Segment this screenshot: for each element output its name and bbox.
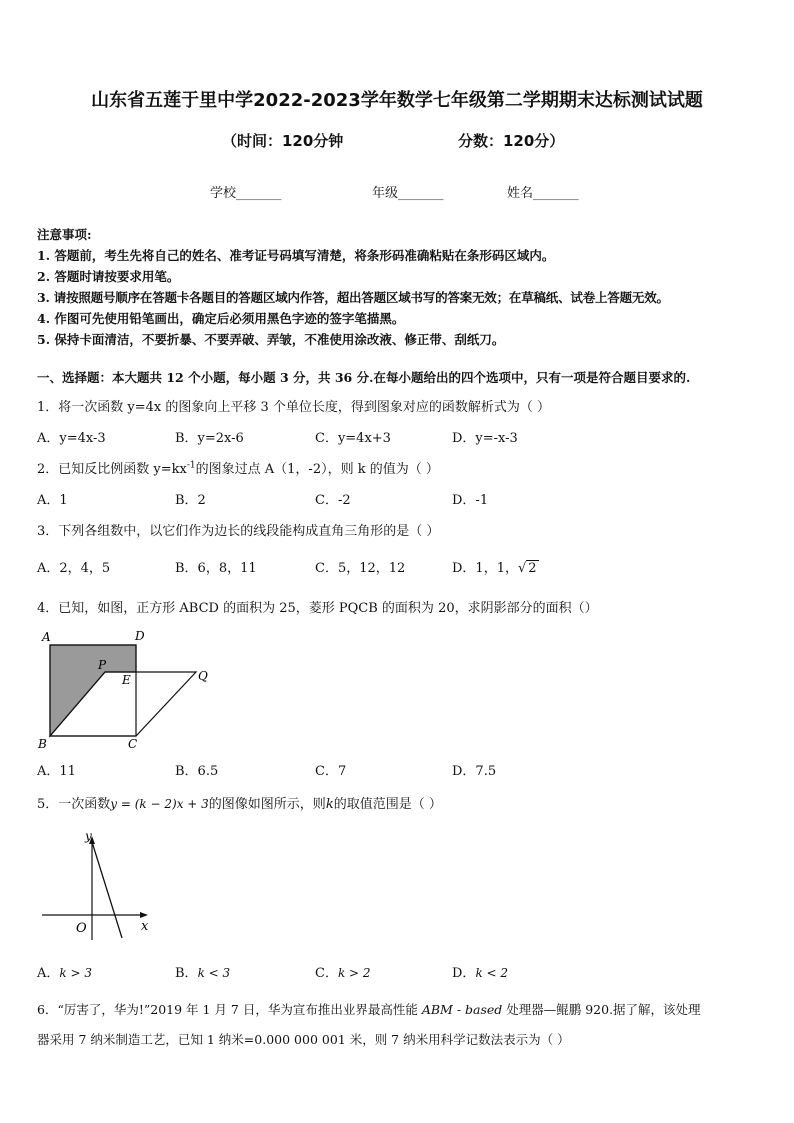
q5-stem-mid: 的图像如图所示，则 <box>208 797 326 812</box>
q3-option-d[interactable] <box>452 557 539 576</box>
q2-option-a[interactable]: A．1 <box>37 493 68 508</box>
q5-option-d-letter: D． <box>452 966 476 981</box>
label-p: P <box>98 658 107 672</box>
note-item: 4. 作图可先使用铅笔画出，确定后必须用黑色字迹的签字笔描黑。 <box>37 311 405 326</box>
axis-label-x: x <box>141 919 149 934</box>
label-e: E <box>122 673 131 687</box>
q1-option-d[interactable]: D．y=-x-3 <box>452 431 518 446</box>
question-6-line-2: 器采用 7 纳米制造工艺，已知 1 纳米=0.000 000 001 米，则 7 纳米用科学记数法表示为（ ） <box>37 1032 570 1047</box>
label-q: Q <box>198 669 208 683</box>
q5-option-a[interactable] <box>37 962 92 981</box>
q5-stem-end: 的取值范围是（ ） <box>333 797 442 812</box>
q5-k: k <box>325 797 334 812</box>
grade-field[interactable]: 年级_______ <box>372 186 444 201</box>
note-item: 1. 答题前，考生先将自己的姓名、准考证号码填写清楚，将条形码准确粘贴在条形码区域内。 <box>37 248 555 263</box>
question-4: 4．已知，如图，正方形 ABCD 的面积为 25，菱形 PQCB 的面积为 20，求阴影部分的面积（） <box>37 601 598 616</box>
q1-option-b[interactable]: B．y=2x-6 <box>175 431 244 446</box>
exam-score: 分数：120分） <box>458 132 565 150</box>
q5-option-c-letter: C． <box>315 966 338 981</box>
q4-option-c[interactable]: C．7 <box>315 764 347 779</box>
q5-option-b[interactable] <box>175 962 230 981</box>
q2-option-c[interactable]: C．-2 <box>315 493 351 508</box>
q1-option-a[interactable]: A．y=4x-3 <box>37 431 106 446</box>
q5-option-d[interactable] <box>452 962 508 981</box>
label-d: D <box>135 629 145 643</box>
q5-stem-start: 5．一次函数 <box>37 797 111 812</box>
q5-option-b-letter: B． <box>175 966 198 981</box>
x-axis-arrow-icon <box>140 912 148 918</box>
exam-time: （时间：120分钟 <box>222 132 344 150</box>
shaded-region <box>50 645 136 736</box>
question-6-line-1 <box>37 1000 701 1018</box>
notes-section <box>37 224 669 350</box>
label-c: C <box>128 737 138 751</box>
q3-option-b[interactable]: B．6，8，11 <box>175 561 257 576</box>
q5-option-c[interactable] <box>315 962 371 981</box>
axis-label-y: y <box>85 829 92 843</box>
question-5 <box>37 793 442 812</box>
q4-figure <box>34 626 224 752</box>
label-b: B <box>38 737 47 751</box>
q5-formula: y = (k − 2)x + 3 <box>110 797 209 811</box>
section-heading: 一、选择题：本大题共 12 个小题，每小题 3 分，共 36 分.在每小题给出的四个选项中，只有一项是符合题目要求的. <box>37 370 691 385</box>
question-2 <box>37 458 439 477</box>
q6-abm: ABM - based <box>421 1002 503 1017</box>
q5-option-a-expr: k > 3 <box>59 966 92 980</box>
label-a: A <box>42 630 51 644</box>
q3-option-a[interactable]: A．2，4，5 <box>37 561 111 576</box>
q2-option-b[interactable]: B．2 <box>175 493 206 508</box>
school-field[interactable]: 学校_______ <box>210 186 282 201</box>
note-item: 2. 答题时请按要求用笔。 <box>37 269 180 284</box>
origin-label: O <box>76 921 87 936</box>
question-3: 3．下列各组数中，以它们作为边长的线段能构成直角三角形的是（ ） <box>37 524 440 539</box>
q6-text-b: 处理器—鲲鹏 920.据了解，该处理 <box>502 1002 701 1017</box>
q5-option-c-expr: k > 2 <box>337 966 371 980</box>
question-1: 1．将一次函数 y=4x 的图象向上平移 3 个单位长度，得到图象对应的函数解析式为（ ） <box>37 400 551 415</box>
function-line <box>92 842 122 938</box>
exam-title: 山东省五莲于里中学2022-2023学年数学七年级第二学期期末达标测试试题 <box>91 90 703 111</box>
q3-option-c[interactable]: C．5，12，12 <box>315 561 406 576</box>
q2-option-d[interactable]: D．-1 <box>452 493 489 508</box>
q4-option-a[interactable]: A．11 <box>37 764 76 779</box>
note-item: 5. 保持卡面清洁，不要折暴、不要弄破、弄皱，不准使用涂改液、修正带、刮纸刀。 <box>37 332 505 347</box>
q6-text-a: 6．“厉害了，华为!”2019 年 1 月 7 日，华为宣布推出业界最高性能 <box>37 1002 422 1017</box>
q4-option-d[interactable]: D．7.5 <box>452 764 497 779</box>
q2-stem-end: 的图象过点 A（1，-2），则 k 的值为（ ） <box>195 462 439 477</box>
q5-figure <box>38 826 158 944</box>
q5-option-d-expr: k < 2 <box>475 966 509 980</box>
q1-option-c[interactable]: C．y=4x+3 <box>315 431 391 446</box>
q2-stem-start: 2．已知反比例函数 y=kx <box>37 462 187 477</box>
q4-option-b[interactable]: B．6.5 <box>175 764 219 779</box>
q5-option-a-letter: A． <box>37 966 60 981</box>
note-item: 3. 请按照题号顺序在答题卡各题目的答题区域内作答，超出答题区域书写的答案无效；在草稿纸、试卷上答题无效。 <box>37 290 669 305</box>
sqrt-radicand: 2 <box>528 561 537 576</box>
notes-heading: 注意事项: <box>37 227 92 242</box>
sqrt-icon: √ <box>517 561 527 576</box>
name-field[interactable]: 姓名_______ <box>507 186 579 201</box>
q5-option-b-expr: k < 3 <box>197 966 231 980</box>
q3-option-d-label: D．1，1， <box>452 561 518 576</box>
q2-exponent: -1 <box>186 460 196 471</box>
